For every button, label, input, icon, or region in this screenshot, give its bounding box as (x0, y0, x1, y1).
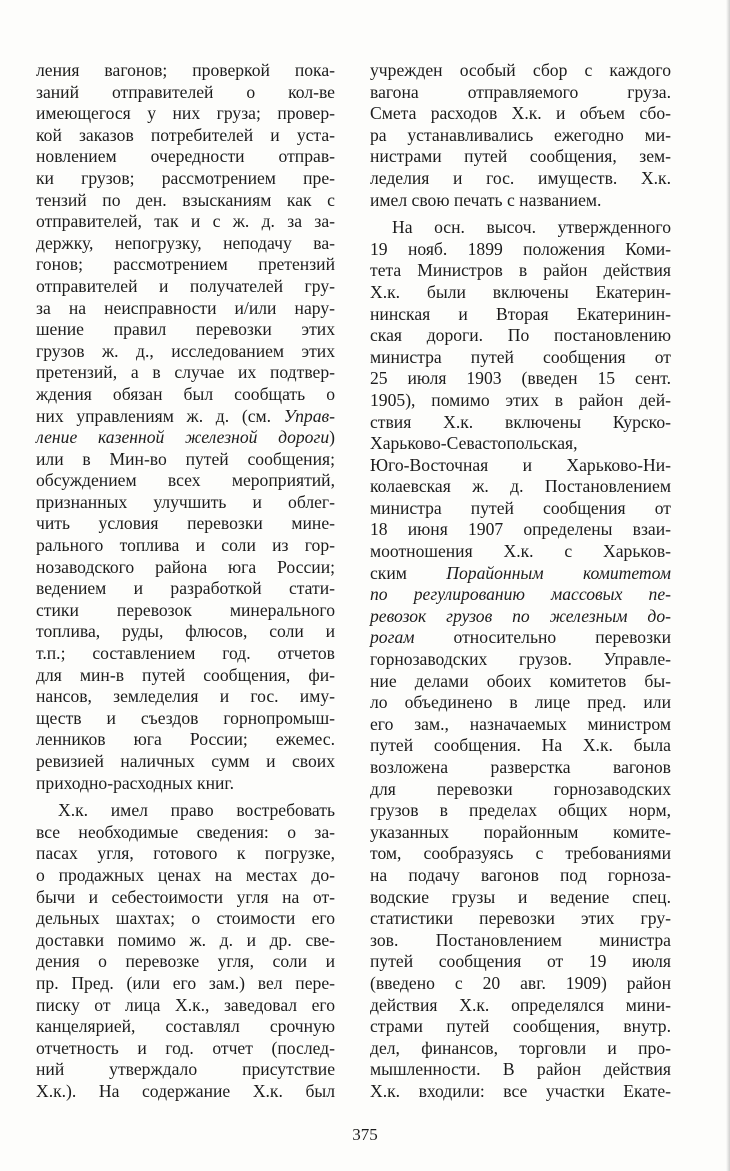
left-text-line (36, 800, 335, 822)
left-text-line (36, 535, 335, 557)
line-text: На осн. высоч. утвержденного (392, 217, 671, 238)
right-text-line (370, 563, 671, 585)
italic-reference: рогам (370, 627, 415, 648)
right-text-line (370, 498, 671, 520)
line-text: приходно-расходных книг. (36, 772, 235, 793)
line-text: писку от лица Х.к., заведовал его (36, 994, 335, 1015)
right-text-line (370, 347, 671, 369)
right-text-line (370, 865, 671, 887)
line-text: путей сообщения. На Х.к. была (370, 735, 671, 756)
line-text: 25 июля 1903 (введен 15 сент. (370, 368, 671, 389)
left-text-line (36, 449, 335, 471)
right-text-line (370, 757, 671, 779)
right-text-line (370, 930, 671, 952)
right-text-line (370, 1016, 671, 1038)
line-text: признанных улучшить и облег- (36, 491, 335, 512)
left-text-line (36, 995, 335, 1017)
line-text: ревизией наличных сумм и своих (36, 751, 335, 771)
right-text-line (370, 908, 671, 930)
line-text: министра путей сообщения от (370, 346, 671, 367)
right-text-line (370, 82, 671, 104)
left-text-line (36, 773, 335, 795)
italic-reference: Управ- (283, 405, 335, 426)
left-text-line (36, 103, 335, 125)
left-text-line (36, 125, 335, 147)
line-text: бычи и себестоимости угля на от- (36, 886, 335, 907)
line-text: ра устанавливались ежегодно ми- (370, 124, 671, 145)
line-text: ления вагонов; проверкой пока- (36, 60, 335, 80)
line-text: канцелярией, составлял срочную (36, 1016, 335, 1037)
left-text-line (36, 1081, 335, 1103)
line-text: зов. Постановлением министра (370, 929, 671, 950)
line-text: ло объединено в лице пред. или (370, 692, 671, 713)
left-text-line (36, 643, 335, 665)
left-text-column (36, 60, 335, 1103)
left-text-line (36, 341, 335, 363)
right-text-line (370, 103, 671, 125)
right-text-line (370, 995, 671, 1017)
left-text-line (36, 951, 335, 973)
line-text: министра путей сообщения от (370, 497, 671, 518)
right-text-line (370, 368, 671, 390)
line-text: рального топлива и соли из гор- (36, 535, 335, 556)
left-text-line (36, 1059, 335, 1081)
right-text-line (370, 1081, 671, 1103)
page-edge-shadow (726, 0, 730, 1171)
left-text-line (36, 843, 335, 865)
left-text-line (36, 865, 335, 887)
left-text-line (36, 211, 335, 233)
left-text-line (36, 578, 335, 600)
line-text: кой заказов потребителей и уста- (36, 124, 335, 145)
line-text: ведением и разработкой стати- (36, 578, 335, 599)
left-text-line (36, 708, 335, 730)
left-text-line (36, 729, 335, 751)
line-text: на подачу вагонов под горноза- (370, 864, 671, 885)
line-text: имел свою печать с названием. (370, 189, 602, 210)
line-text: 1905), помимо этих в район дей- (370, 389, 671, 410)
line-text: стики перевозок минерального (36, 599, 335, 620)
line-text: путей сообщения от 19 июля (370, 951, 671, 972)
right-text-line (370, 455, 671, 477)
left-text-line (36, 887, 335, 909)
line-text: нозаводского района юга России; (36, 556, 335, 577)
left-text-line (36, 362, 335, 384)
right-text-line (370, 887, 671, 909)
right-text-line (370, 584, 671, 606)
right-text-line (370, 1038, 671, 1060)
line-text: моотношения Х.к. с Харьков- (370, 541, 671, 562)
right-text-line (370, 412, 671, 434)
left-text-line (36, 233, 335, 255)
right-text-line (370, 800, 671, 822)
right-text-line (370, 239, 671, 261)
right-text-line (370, 190, 671, 212)
left-text-line (36, 1016, 335, 1038)
left-text-line (36, 190, 335, 212)
page-number: 375 (352, 1125, 378, 1144)
right-text-line (370, 606, 671, 628)
right-text-line (370, 692, 671, 714)
line-text-after: относительно перевозки (414, 627, 671, 648)
line-text: ская дороги. По постановлению (370, 325, 671, 346)
left-text-line (36, 319, 335, 341)
left-text-line (36, 406, 335, 428)
left-text-line (36, 930, 335, 952)
line-text: ществ и съездов горнопромыш- (36, 707, 335, 728)
line-text: нинская и Вторая Екатеринин- (370, 303, 671, 324)
line-text: нистрами путей сообщения, зем- (370, 146, 671, 167)
right-text-line (370, 627, 671, 649)
right-text-line (370, 433, 671, 455)
left-text-line (36, 513, 335, 535)
left-text-line (36, 751, 335, 773)
line-text: новлением очередности отправ- (36, 146, 335, 167)
line-text: тета Министров в район действия (370, 260, 671, 281)
line-text: учрежден особый сбор с каждого (370, 60, 671, 80)
line-text: горнозаводских грузов. Управле- (370, 649, 671, 670)
line-text: Юго-Восточная и Харьково-Ни- (370, 454, 671, 475)
right-text-line (370, 476, 671, 498)
right-text-line (370, 304, 671, 326)
line-text: грузов в пределах общих норм, (370, 800, 671, 821)
left-text-line (36, 254, 335, 276)
line-text: 18 июня 1907 определены взаи- (370, 519, 671, 540)
line-text: его зам., назначаемых министром (370, 713, 671, 734)
line-text: Х.к. были включены Екатерин- (370, 281, 671, 302)
line-text: заний отправителей о кол-ве (36, 81, 335, 102)
left-text-line (36, 427, 335, 449)
line-text: мышленности. В район действия (370, 1059, 671, 1080)
right-text-line (370, 168, 671, 190)
left-text-line (36, 665, 335, 687)
right-text-line (370, 843, 671, 865)
left-text-line (36, 557, 335, 579)
left-text-line (36, 686, 335, 708)
line-text: ние делами обоих комитетов бы- (370, 670, 671, 691)
line-text: 19 нояб. 1899 положения Коми- (370, 238, 671, 259)
line-text: ждения обязан был сообщать о (36, 383, 335, 404)
line-text: страми путей сообщения, внутр. (370, 1016, 671, 1037)
left-text-line (36, 621, 335, 643)
right-text-line (370, 125, 671, 147)
line-text: шение правил перевозки этих (36, 319, 335, 340)
line-text: гонов; рассмотрением претензий (36, 254, 335, 275)
line-text: или в Мин-во путей сообщения; (36, 448, 335, 469)
line-text: (введено с 20 авг. 1909) район (370, 972, 671, 993)
line-text: доставки помимо ж. д. и др. све- (36, 929, 335, 950)
line-text: ки грузов; рассмотрением пре- (36, 167, 335, 188)
right-text-line (370, 973, 671, 995)
line-text: них управлениям ж. д. (см. (36, 405, 284, 426)
line-text: грузов ж. д., исследованием этих (36, 340, 335, 361)
line-text: отправителей и получателей гру- (36, 275, 335, 296)
right-text-line (370, 779, 671, 801)
line-text: ствия Х.к. включены Курско- (370, 411, 671, 432)
line-text: действия Х.к. определялся мини- (370, 994, 671, 1015)
line-text: Х.к. имел право востребовать (58, 800, 335, 821)
left-text-line (36, 600, 335, 622)
line-text: все необходимые сведения: о за- (36, 821, 335, 842)
left-text-line (36, 973, 335, 995)
left-text-line (36, 470, 335, 492)
line-text: т.п.; составлением год. отчетов (36, 643, 335, 664)
italic-reference: по регулированию массовых пе- (370, 584, 671, 605)
line-text: отчетность и год. отчет (послед- (36, 1037, 335, 1058)
right-text-line (370, 260, 671, 282)
right-text-line (370, 390, 671, 412)
italic-reference: Порайонным комитетом (446, 562, 671, 583)
left-text-line (36, 1038, 335, 1060)
line-text: имеющегося у них груза; провер- (36, 103, 335, 124)
right-text-column (370, 60, 671, 1103)
line-text-after: ) (329, 427, 335, 448)
line-text: статистики перевозки этих гру- (370, 908, 671, 929)
italic-reference: ревозок грузов по железным до- (370, 605, 671, 626)
line-text: Х.к. входили: все участки Екате- (370, 1080, 671, 1101)
left-text-line (36, 822, 335, 844)
right-text-line (370, 519, 671, 541)
left-text-line (36, 908, 335, 930)
line-text: ленников юга России; ежемес. (36, 729, 335, 750)
left-text-line (36, 60, 335, 82)
line-text: о продажных ценах на местах до- (36, 864, 335, 885)
line-text: ским (370, 562, 447, 583)
left-text-line (36, 492, 335, 514)
right-text-line (370, 541, 671, 563)
right-text-line (370, 822, 671, 844)
line-text: ний утверждало присутствие (36, 1059, 335, 1080)
line-text: Смета расходов Х.к. и объем сбо- (370, 103, 671, 124)
line-text: водские грузы и ведение спец. (370, 886, 671, 907)
line-text: леделия и гос. имуществ. Х.к. (370, 167, 671, 188)
right-text-line (370, 217, 671, 239)
line-text: вагона отправляемого груза. (370, 81, 671, 102)
line-text: для мин-в путей сообщения, фи- (36, 664, 335, 685)
left-text-line (36, 146, 335, 168)
right-text-line (370, 60, 671, 82)
left-text-line (36, 82, 335, 104)
line-text: отправителей, так и с ж. д. за за- (36, 211, 335, 232)
line-text: чить условия перевозки мине- (36, 513, 335, 534)
right-text-line (370, 146, 671, 168)
line-text: претензий, а в случае их подтвер- (36, 362, 335, 383)
left-text-line (36, 384, 335, 406)
line-text: том, сообразуясь с требованиями (370, 843, 671, 864)
line-text: дения о перевозке угля, соли и (36, 951, 335, 972)
line-text: пасах угля, готового к погрузке, (36, 843, 335, 864)
left-text-line (36, 276, 335, 298)
line-text: держку, непогрузку, неподачу ва- (36, 232, 335, 253)
right-text-line (370, 325, 671, 347)
line-text: возложена разверстка вагонов (370, 757, 671, 777)
right-text-line (370, 671, 671, 693)
line-text: колаевская ж. д. Постановлением (370, 476, 671, 497)
line-text: за на неисправности и/или нару- (36, 297, 335, 318)
line-text: дельных шахтах; о стоимости его (36, 908, 335, 929)
line-text: нансов, земледелия и гос. иму- (36, 686, 335, 707)
italic-reference: ление казенной железной дороги (36, 427, 330, 448)
right-text-line (370, 1059, 671, 1081)
line-text: указанных порайонным комите- (370, 821, 671, 842)
right-text-line (370, 714, 671, 736)
right-text-line (370, 649, 671, 671)
right-text-line (370, 951, 671, 973)
line-text: Х.к.). На содержание Х.к. был (36, 1080, 335, 1101)
right-text-line (370, 282, 671, 304)
line-text: топлива, руды, флюсов, соли и (36, 621, 335, 642)
left-text-line (36, 298, 335, 320)
line-text: Харьково-Севастопольская, (370, 433, 578, 454)
line-text: пр. Пред. (или его зам.) вел пере- (36, 972, 335, 993)
right-text-line (370, 735, 671, 757)
line-text: тензий по ден. взысканиям как с (36, 189, 335, 210)
line-text: дел, финансов, торговли и про- (370, 1037, 671, 1058)
line-text: для перевозки горнозаводских (370, 778, 671, 799)
line-text: обсуждением всех мероприятий, (36, 470, 335, 491)
left-text-line (36, 168, 335, 190)
